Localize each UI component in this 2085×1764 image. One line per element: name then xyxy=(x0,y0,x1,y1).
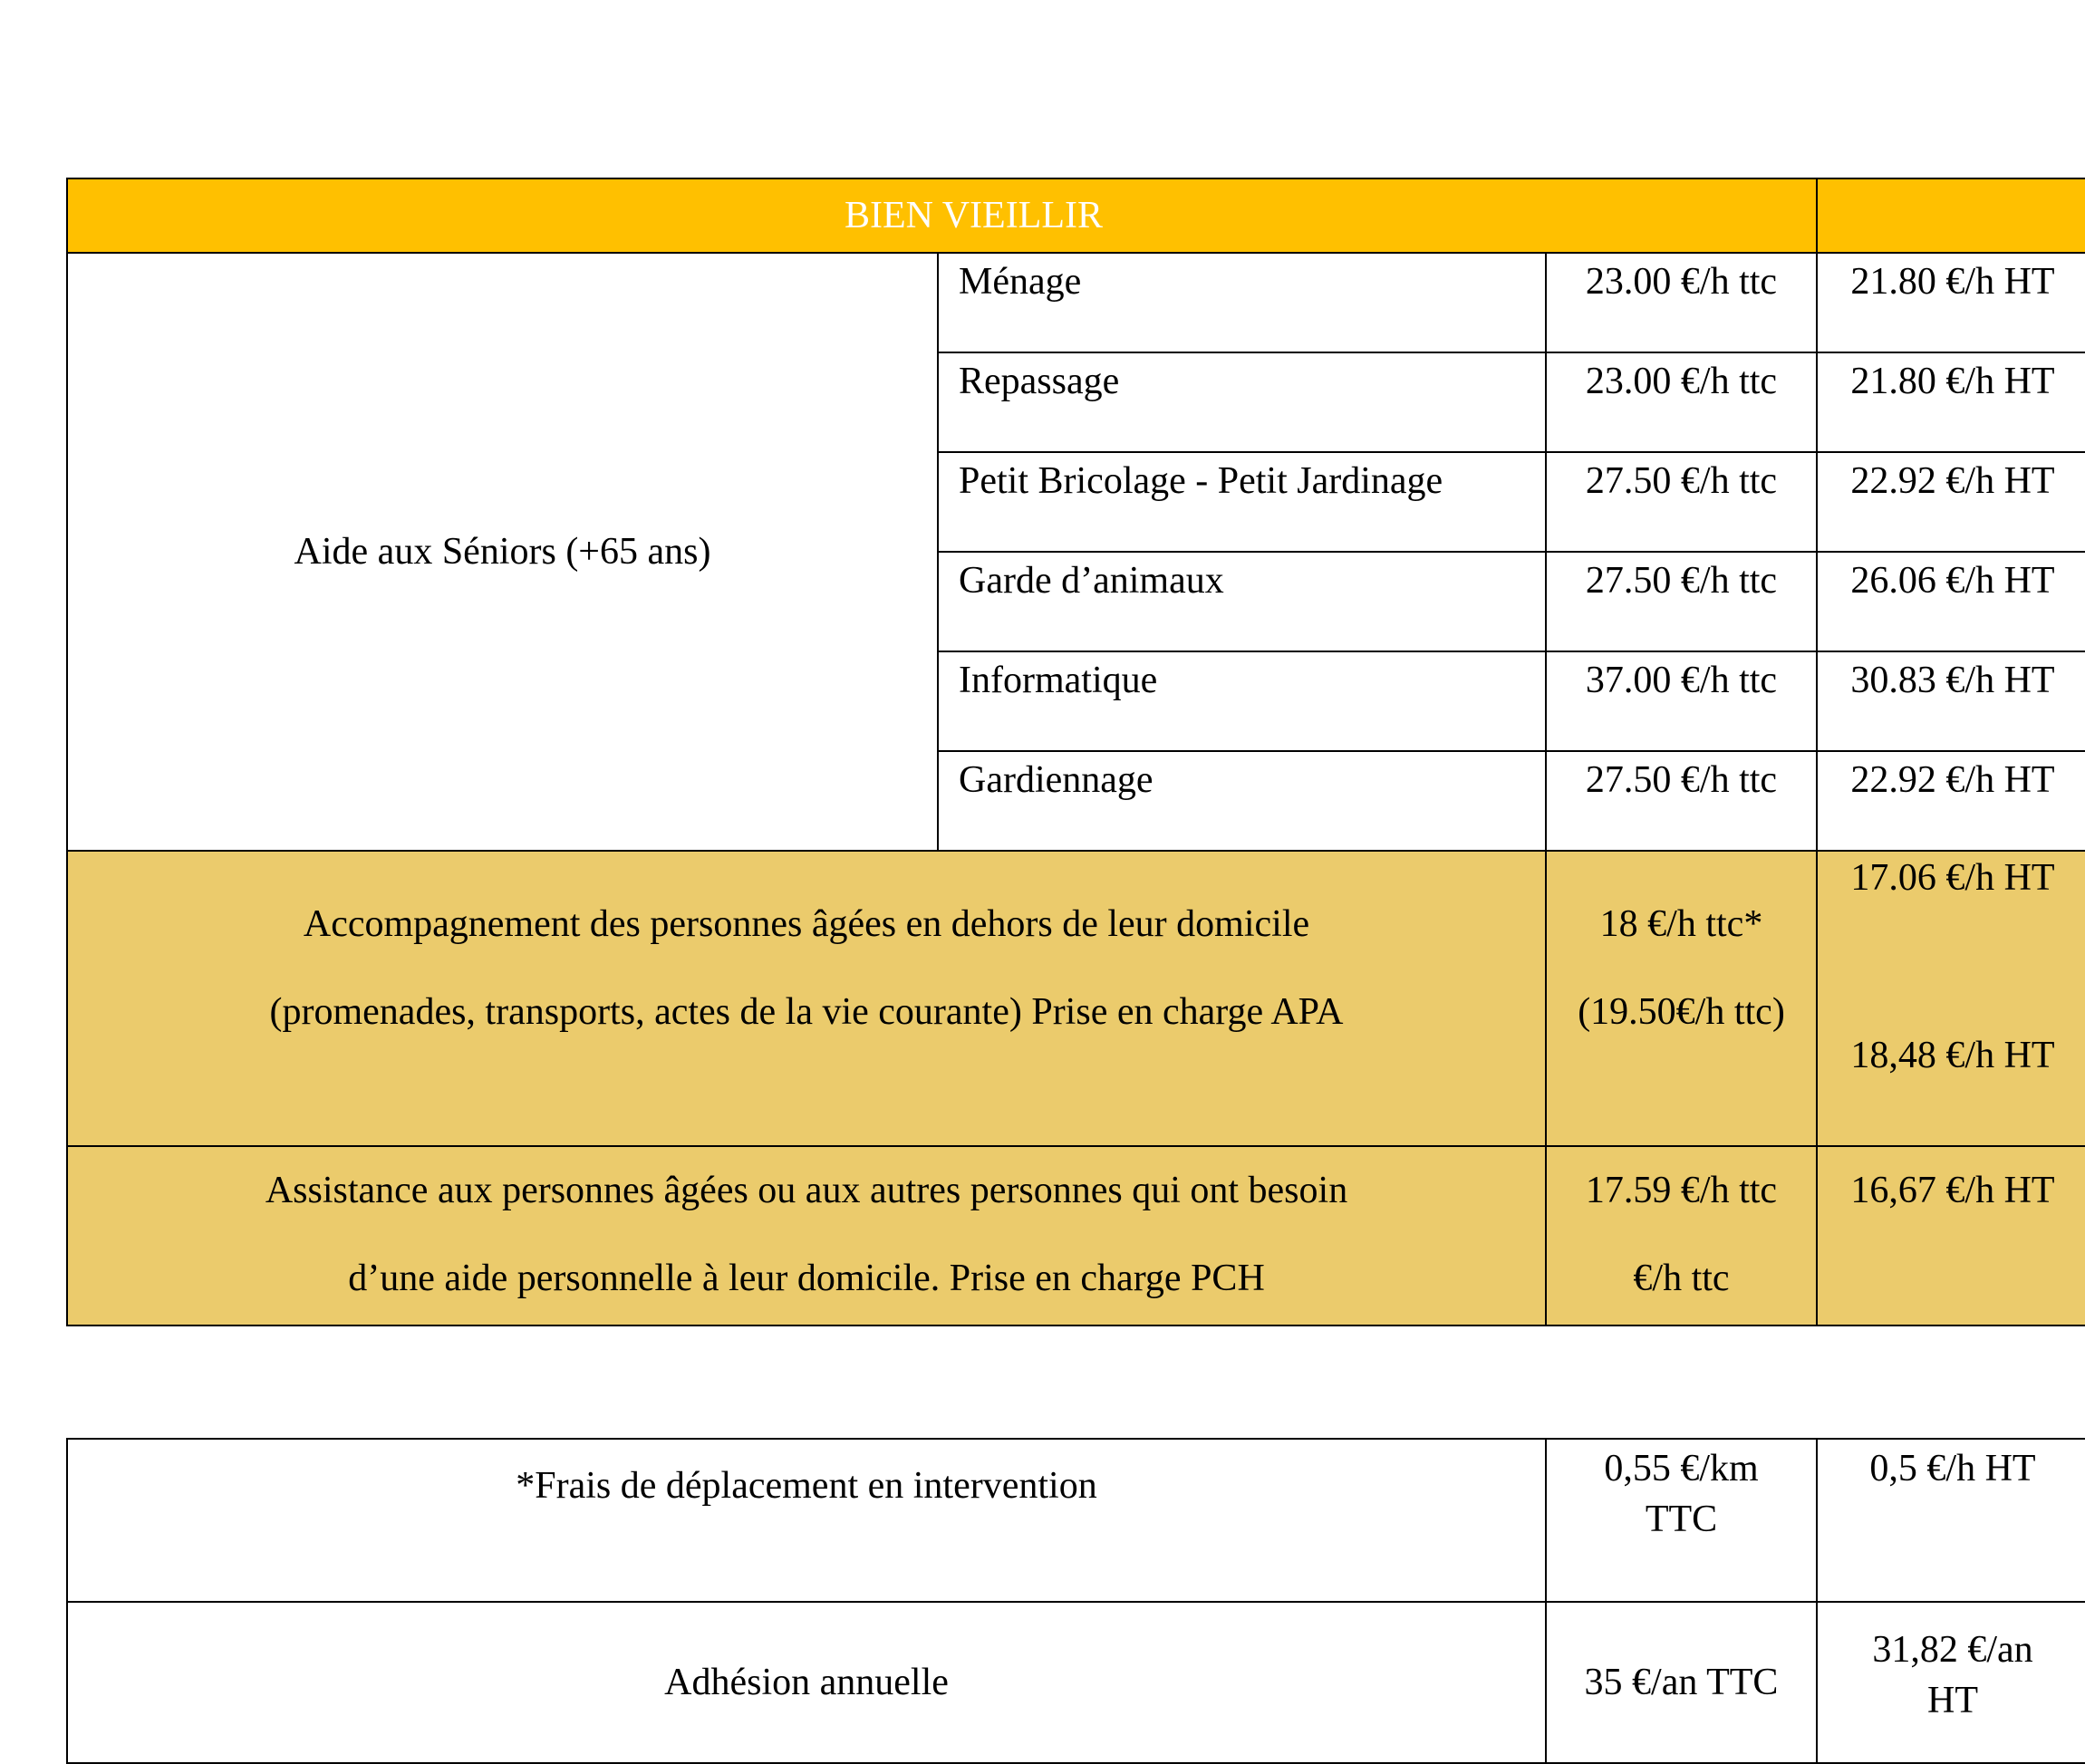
service-ttc: 23.00 €/h ttc xyxy=(1546,253,1817,352)
fee-ttc-line-2: TTC xyxy=(1645,1499,1718,1540)
fee-ttc xyxy=(1546,1602,1817,1763)
accompagnement-description xyxy=(67,851,1546,1146)
assistance-description xyxy=(67,1146,1546,1325)
fees-table xyxy=(66,1438,2085,1764)
fee-label: *Frais de déplacement en intervention xyxy=(67,1439,1546,1602)
service-name: Garde d’animaux xyxy=(938,552,1546,651)
service-name: Repassage xyxy=(938,352,1546,452)
fee-ttc-line-1: 0,55 €/km xyxy=(1604,1448,1759,1489)
assistance-ttc-2: €/h ttc xyxy=(1633,1258,1730,1299)
service-ttc: 27.50 €/h ttc xyxy=(1546,751,1817,851)
fee-label: Adhésion annuelle xyxy=(67,1602,1546,1763)
assistance-row xyxy=(67,1146,2085,1325)
assistance-ttc-1: 17.59 €/h ttc xyxy=(1585,1170,1778,1211)
service-ttc: 27.50 €/h ttc xyxy=(1546,552,1817,651)
accompagnement-ht-2: 18,48 €/h HT xyxy=(1850,1035,2055,1076)
accompagnement-ttc-2: (19.50€/h ttc) xyxy=(1578,991,1785,1033)
service-ht: 21.80 €/h HT xyxy=(1817,253,2085,352)
accompagnement-ttc xyxy=(1546,851,1817,1146)
service-ht: 22.92 €/h HT xyxy=(1817,751,2085,851)
fee-ht xyxy=(1817,1439,2085,1602)
accompagnement-line-1: Accompagnement des personnes âgées en dehors de leur domicile xyxy=(303,903,1310,945)
service-name: Informatique xyxy=(938,651,1546,751)
price-table xyxy=(66,178,2085,1326)
seniors-label: Aide aux Séniors (+65 ans) xyxy=(67,253,938,851)
service-name: Gardiennage xyxy=(938,751,1546,851)
service-ttc: 37.00 €/h ttc xyxy=(1546,651,1817,751)
service-ht: 26.06 €/h HT xyxy=(1817,552,2085,651)
service-name: Petit Bricolage - Petit Jardinage xyxy=(938,452,1546,552)
fee-ht-line-1: 0,5 €/h HT xyxy=(1869,1448,2036,1489)
fee-ht-line-1: 31,82 €/an xyxy=(1872,1629,2033,1671)
accompagnement-ht xyxy=(1817,851,2085,1146)
accompagnement-row xyxy=(67,851,2085,1146)
table-row xyxy=(67,1439,2085,1602)
assistance-ht xyxy=(1817,1146,2085,1325)
assistance-line-2: d’une aide personnelle à leur domicile. Prise en charge PCH xyxy=(348,1258,1265,1299)
accompagnement-ht-wrap xyxy=(1818,852,2085,1145)
fee-ttc-line-1: 35 €/an TTC xyxy=(1584,1661,1779,1703)
assistance-ttc xyxy=(1546,1146,1817,1325)
service-ht: 21.80 €/h HT xyxy=(1817,352,2085,452)
service-ttc: 23.00 €/h ttc xyxy=(1546,352,1817,452)
fee-ht-line-2: HT xyxy=(1927,1680,1978,1721)
assistance-line-1: Assistance aux personnes âgées ou aux autres personnes qui ont besoin xyxy=(265,1170,1348,1211)
accompagnement-line-2: (promenades, transports, actes de la vie courante) Prise en charge APA xyxy=(269,991,1344,1033)
fee-ht xyxy=(1817,1602,2085,1763)
table-row xyxy=(67,1602,2085,1763)
title-empty-cell xyxy=(1817,178,2085,253)
service-ht: 22.92 €/h HT xyxy=(1817,452,2085,552)
accompagnement-ttc-1: 18 €/h ttc* xyxy=(1599,903,1763,945)
table-row xyxy=(67,253,2085,352)
title-row xyxy=(67,178,2085,253)
accompagnement-ht-1: 17.06 €/h HT xyxy=(1850,857,2055,899)
assistance-ht-value: 16,67 €/h HT xyxy=(1850,1170,2055,1211)
service-name: Ménage xyxy=(938,253,1546,352)
fee-ttc xyxy=(1546,1439,1817,1602)
service-ttc: 27.50 €/h ttc xyxy=(1546,452,1817,552)
service-ht: 30.83 €/h HT xyxy=(1817,651,2085,751)
table-title: BIEN VIEILLIR xyxy=(67,178,1817,253)
